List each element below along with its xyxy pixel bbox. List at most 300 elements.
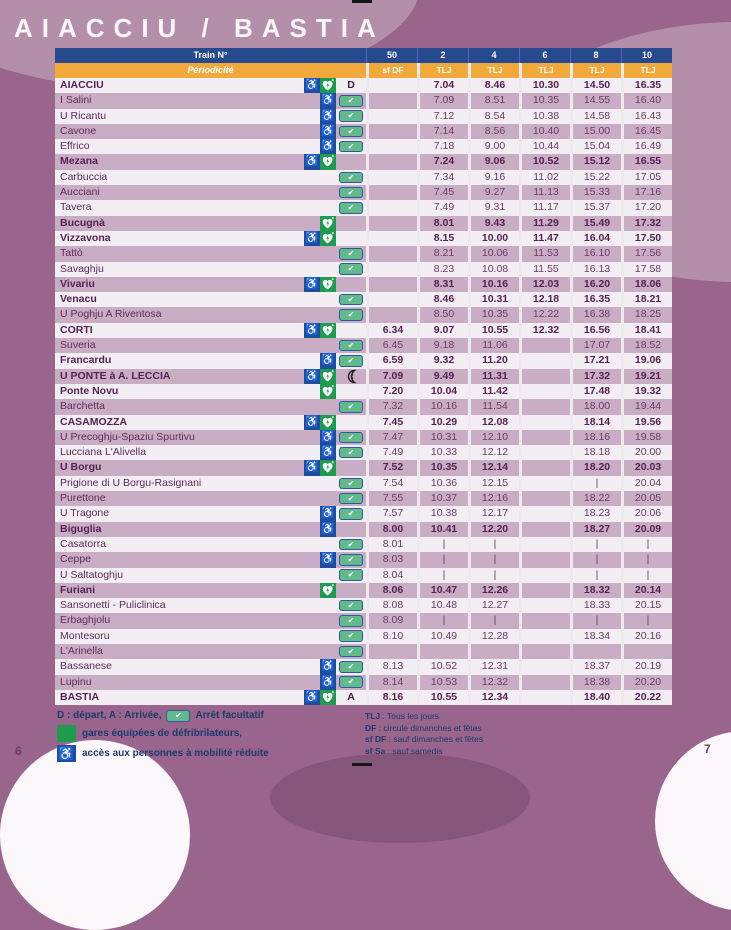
time-cell: 6.34 <box>369 323 417 338</box>
time-cell: 7.55 <box>369 491 417 506</box>
wheelchair-icon: ♿ <box>304 323 320 338</box>
time-cell: 17.07 <box>573 338 621 353</box>
station-row <box>55 78 672 93</box>
station-name: U Tragone <box>60 507 110 520</box>
time-cell: | <box>420 552 468 567</box>
time-cell: 18.41 <box>624 323 672 338</box>
column-periodicity: sf DF <box>369 63 417 78</box>
time-cell: 7.09 <box>420 93 468 108</box>
column-train-number: 4 <box>468 48 519 63</box>
time-cell <box>522 506 570 521</box>
optional-stop-cell <box>336 629 366 644</box>
time-cell: 18.21 <box>624 292 672 307</box>
defibrillator-icon <box>320 78 336 93</box>
time-cell: | <box>573 552 621 567</box>
time-cell: 7.12 <box>420 109 468 124</box>
column-periodicity: TLJ <box>573 63 621 78</box>
optional-stop-cell <box>336 644 366 659</box>
column-periodicity: TLJ <box>420 63 468 78</box>
wheelchair-icon: ♿ <box>304 277 320 292</box>
time-cell: 10.04 <box>420 384 468 399</box>
optional-stop-check-icon: ✔ <box>339 340 363 352</box>
station-row <box>55 476 672 491</box>
time-cell <box>522 369 570 384</box>
time-cell <box>522 445 570 460</box>
marker-cell-empty <box>336 231 366 246</box>
station-row <box>55 675 672 690</box>
time-cell: | <box>573 476 621 491</box>
time-cell: 7.47 <box>369 430 417 445</box>
time-cell: 17.50 <box>624 231 672 246</box>
station-name: Vizzavona <box>60 231 111 244</box>
optional-stop-cell <box>336 200 366 215</box>
time-cell: 16.20 <box>573 277 621 292</box>
station-row <box>55 629 672 644</box>
time-cell: 16.40 <box>624 93 672 108</box>
optional-stop-check-icon: ✔ <box>339 493 363 505</box>
time-cell: 7.45 <box>420 185 468 200</box>
optional-stop-cell <box>336 675 366 690</box>
marker-cell-empty <box>336 154 366 169</box>
time-cell: | <box>420 568 468 583</box>
time-cell <box>369 93 417 108</box>
station-name: U Borgu <box>60 461 102 474</box>
time-cell: 8.15 <box>420 231 468 246</box>
time-cell <box>369 139 417 154</box>
wheelchair-icon: ♿ <box>304 369 320 384</box>
station-name: U Poghju A Riventosa <box>60 308 162 321</box>
time-cell: 16.49 <box>624 139 672 154</box>
time-cell: 11.31 <box>471 369 519 384</box>
time-cell <box>522 690 570 705</box>
time-cell <box>522 583 570 598</box>
defibrillator-icon <box>320 216 336 231</box>
time-cell: 14.55 <box>573 93 621 108</box>
time-cell: 9.31 <box>471 200 519 215</box>
optional-stop-check-icon: ✔ <box>339 615 363 627</box>
time-cell: 9.16 <box>471 170 519 185</box>
time-cell: 20.15 <box>624 598 672 613</box>
time-cell <box>369 124 417 139</box>
time-cell: 9.49 <box>420 369 468 384</box>
legend-left <box>57 710 357 762</box>
time-cell: 11.42 <box>471 384 519 399</box>
time-cell: 12.34 <box>471 690 519 705</box>
time-cell: 11.55 <box>522 262 570 277</box>
time-cell: 18.52 <box>624 338 672 353</box>
wheelchair-icon: ♿ <box>320 93 336 108</box>
time-cell: 10.16 <box>471 277 519 292</box>
time-cell: 14.58 <box>573 109 621 124</box>
time-cell: 12.32 <box>471 675 519 690</box>
periodicity-label: Périodicité <box>55 63 366 78</box>
time-cell: 10.55 <box>471 323 519 338</box>
time-cell: 9.00 <box>471 139 519 154</box>
time-cell: 10.06 <box>471 246 519 261</box>
marker-cell-empty <box>336 522 366 537</box>
station-row <box>55 644 672 659</box>
time-cell: 18.27 <box>573 522 621 537</box>
optional-stop-check-icon: ✔ <box>339 263 363 275</box>
defibrillator-icon <box>320 460 336 475</box>
legend-depart-arrivee: D : départ, A : Arrivée, <box>57 710 162 722</box>
legend-code-line: sf DF : sauf dimanches et fêtes <box>365 734 484 744</box>
time-cell <box>522 568 570 583</box>
time-cell <box>522 415 570 430</box>
defibrillator-icon <box>320 384 336 399</box>
station-row <box>55 109 672 124</box>
station-name: U Precoghju-Spaziu Spurtivu <box>60 430 195 443</box>
wheelchair-icon: ♿ <box>304 415 320 430</box>
marker-cell-empty <box>336 415 366 430</box>
time-cell: 15.37 <box>573 200 621 215</box>
time-cell: 8.09 <box>369 613 417 628</box>
station-name: Biguglia <box>60 522 102 535</box>
time-cell: 9.07 <box>420 323 468 338</box>
time-cell: 7.09 <box>369 369 417 384</box>
time-cell: 7.20 <box>369 384 417 399</box>
station-name: Suveria <box>60 339 96 352</box>
station-row <box>55 491 672 506</box>
time-cell <box>369 154 417 169</box>
time-cell: 10.29 <box>420 415 468 430</box>
time-cell: 7.54 <box>369 476 417 491</box>
station-row <box>55 506 672 521</box>
time-cell <box>369 78 417 93</box>
wheelchair-icon: ♿ <box>304 690 320 705</box>
marker-cell-empty <box>336 216 366 231</box>
wheelchair-icon: ♿ <box>304 231 320 246</box>
station-name: Carbuccia <box>60 170 108 183</box>
station-name: Francardu <box>60 354 112 367</box>
time-cell: 19.58 <box>624 430 672 445</box>
time-cell: 18.38 <box>573 675 621 690</box>
time-cell: 16.35 <box>624 78 672 93</box>
time-cell: 19.06 <box>624 353 672 368</box>
time-cell: 15.22 <box>573 170 621 185</box>
time-cell: 18.22 <box>573 491 621 506</box>
time-cell: 10.00 <box>471 231 519 246</box>
time-cell: 12.20 <box>471 522 519 537</box>
station-row <box>55 170 672 185</box>
legend-code-line: DF : circule dimanches et fêtes <box>365 722 482 733</box>
station-row <box>55 323 672 338</box>
station-row <box>55 338 672 353</box>
time-cell: | <box>624 613 672 628</box>
time-cell: 17.58 <box>624 262 672 277</box>
legend-codes <box>365 711 615 757</box>
defibrillator-icon <box>320 231 336 246</box>
column-periodicity: TLJ <box>471 63 519 78</box>
time-cell: 17.56 <box>624 246 672 261</box>
time-cell: 6.59 <box>369 353 417 368</box>
time-cell: 17.21 <box>573 353 621 368</box>
station-row <box>55 231 672 246</box>
time-cell: 10.52 <box>420 659 468 674</box>
optional-stop-check-icon: ✔ <box>339 508 363 520</box>
station-row <box>55 399 672 414</box>
time-cell <box>369 307 417 322</box>
wheelchair-icon: ♿ <box>58 745 75 761</box>
arrival-marker: A <box>336 690 366 705</box>
legend-defibrillator-text: gares équipées de défribrilateurs, <box>82 727 243 739</box>
time-cell: | <box>624 568 672 583</box>
column-train-number: 10 <box>621 48 672 63</box>
time-cell: | <box>624 537 672 552</box>
time-cell: 10.16 <box>420 399 468 414</box>
time-cell: 10.30 <box>522 78 570 93</box>
time-cell <box>522 598 570 613</box>
time-cell: 7.49 <box>420 200 468 215</box>
optional-stop-cell <box>336 307 366 322</box>
time-cell: 15.04 <box>573 139 621 154</box>
time-cell: 16.43 <box>624 109 672 124</box>
optional-stop-check-icon: ✔ <box>339 630 363 642</box>
time-cell: 7.57 <box>369 506 417 521</box>
station-name: U Ricantu <box>60 109 107 122</box>
time-cell: 8.01 <box>369 537 417 552</box>
defibrillator-icon <box>320 690 336 705</box>
station-row <box>55 552 672 567</box>
optional-stop-cell <box>336 445 366 460</box>
time-cell: | <box>420 613 468 628</box>
time-cell: 7.32 <box>369 399 417 414</box>
time-cell: 12.16 <box>471 491 519 506</box>
station-name: CORTI <box>60 323 93 336</box>
optional-stop-cell <box>336 568 366 583</box>
station-row <box>55 445 672 460</box>
time-cell: 20.09 <box>624 522 672 537</box>
time-cell: 8.31 <box>420 277 468 292</box>
page-title: AIACCIU / BASTIA <box>14 13 385 43</box>
optional-stop-check-icon: ✔ <box>339 432 363 444</box>
time-cell: 10.44 <box>522 139 570 154</box>
station-row <box>55 246 672 261</box>
time-cell: 16.56 <box>573 323 621 338</box>
station-row <box>55 384 672 399</box>
station-row <box>55 139 672 154</box>
station-name: Mezana <box>60 155 98 168</box>
time-cell: 20.16 <box>624 629 672 644</box>
time-cell <box>522 613 570 628</box>
optional-stop-check-icon: ✔ <box>339 95 363 107</box>
marker-cell-empty <box>336 460 366 475</box>
time-cell: 20.04 <box>624 476 672 491</box>
time-cell: 20.00 <box>624 445 672 460</box>
time-cell: 17.05 <box>624 170 672 185</box>
time-cell: 9.43 <box>471 216 519 231</box>
refreshments-icon <box>336 369 366 384</box>
time-cell: 17.16 <box>624 185 672 200</box>
print-mark-bottom <box>352 763 372 766</box>
time-cell: 19.21 <box>624 369 672 384</box>
time-cell: 7.52 <box>369 460 417 475</box>
train-number-label: Train N° <box>193 50 228 60</box>
station-row <box>55 583 672 598</box>
time-cell: 9.18 <box>420 338 468 353</box>
time-cell: | <box>471 537 519 552</box>
station-name: U Saltatoghju <box>60 568 124 581</box>
time-cell <box>369 277 417 292</box>
station-row <box>55 200 672 215</box>
time-cell: 10.55 <box>420 690 468 705</box>
optional-stop-cell <box>336 185 366 200</box>
time-cell: 9.06 <box>471 154 519 169</box>
optional-stop-check-icon: ✔ <box>339 401 363 413</box>
time-cell: 7.45 <box>369 415 417 430</box>
marker-cell-empty <box>336 384 366 399</box>
station-row <box>55 216 672 231</box>
column-train-number: 2 <box>417 48 468 63</box>
optional-stop-check-icon: ✔ <box>166 710 190 722</box>
time-cell: 8.46 <box>420 292 468 307</box>
station-name: Bassanese <box>60 660 112 673</box>
time-cell: 18.18 <box>573 445 621 460</box>
optional-stop-cell <box>336 552 366 567</box>
time-cell: 16.35 <box>573 292 621 307</box>
time-cell: 16.38 <box>573 307 621 322</box>
time-cell: 18.32 <box>573 583 621 598</box>
optional-stop-cell <box>336 124 366 139</box>
time-cell: 10.37 <box>420 491 468 506</box>
column-train-number: 8 <box>570 48 621 63</box>
time-cell <box>369 109 417 124</box>
station-row <box>55 522 672 537</box>
time-cell <box>522 476 570 491</box>
optional-stop-cell <box>336 613 366 628</box>
time-cell: 9.27 <box>471 185 519 200</box>
time-cell: 11.17 <box>522 200 570 215</box>
time-cell: 8.10 <box>369 629 417 644</box>
page-number-right: 7 <box>704 742 711 756</box>
optional-stop-check-icon: ✔ <box>339 309 363 321</box>
time-cell: 8.00 <box>369 522 417 537</box>
station-name: Montesoru <box>60 629 110 642</box>
refreshments-cell <box>336 369 366 384</box>
time-cell: | <box>573 537 621 552</box>
time-cell: 10.35 <box>420 460 468 475</box>
time-cell: 7.24 <box>420 154 468 169</box>
wheelchair-icon: ♿ <box>320 522 336 537</box>
optional-stop-cell <box>336 93 366 108</box>
optional-stop-check-icon: ✔ <box>339 600 363 612</box>
station-name: Cavone <box>60 124 97 137</box>
periodicity-header-row <box>55 63 672 78</box>
optional-stop-cell <box>336 262 366 277</box>
time-cell <box>624 644 672 659</box>
time-cell: 10.41 <box>420 522 468 537</box>
station-name: Venacu <box>60 293 97 306</box>
time-cell: 8.23 <box>420 262 468 277</box>
time-cell <box>420 644 468 659</box>
time-cell: | <box>573 613 621 628</box>
defibrillator-icon <box>320 323 336 338</box>
time-cell: 8.08 <box>369 598 417 613</box>
time-cell: 10.47 <box>420 583 468 598</box>
time-cell: 11.02 <box>522 170 570 185</box>
time-cell: 10.49 <box>420 629 468 644</box>
time-cell: | <box>471 552 519 567</box>
station-name: Tavera <box>60 201 92 214</box>
time-cell <box>522 430 570 445</box>
time-cell: 10.38 <box>420 506 468 521</box>
station-name: Furiani <box>60 583 96 596</box>
optional-stop-cell <box>336 353 366 368</box>
time-cell <box>522 384 570 399</box>
time-cell: 8.46 <box>471 78 519 93</box>
time-cell: 20.22 <box>624 690 672 705</box>
station-row <box>55 613 672 628</box>
station-name: Erbaghjolu <box>60 614 111 627</box>
train-number-header-row <box>55 48 672 63</box>
time-cell <box>522 552 570 567</box>
wheelchair-icon: ♿ <box>320 430 336 445</box>
time-cell: 12.32 <box>522 323 570 338</box>
optional-stop-cell <box>336 598 366 613</box>
time-cell: 12.28 <box>471 629 519 644</box>
time-cell: 11.06 <box>471 338 519 353</box>
station-name: Aucciani <box>60 186 100 199</box>
time-cell: 18.06 <box>624 277 672 292</box>
time-cell <box>522 353 570 368</box>
optional-stop-check-icon: ✔ <box>339 187 363 199</box>
time-cell: 16.04 <box>573 231 621 246</box>
time-cell: 20.19 <box>624 659 672 674</box>
time-cell: 17.20 <box>624 200 672 215</box>
time-cell: 10.35 <box>471 307 519 322</box>
station-name: U PONTE à A. LECCIA <box>60 369 171 382</box>
optional-stop-check-icon: ✔ <box>339 539 363 551</box>
time-cell: 15.33 <box>573 185 621 200</box>
legend-arret-facultatif: Arrêt facultatif <box>195 710 264 722</box>
optional-stop-cell <box>336 476 366 491</box>
time-cell: 10.53 <box>420 675 468 690</box>
time-cell <box>522 629 570 644</box>
optional-stop-cell <box>336 399 366 414</box>
page-corner-left <box>0 740 190 930</box>
wheelchair-icon: ♿ <box>320 659 336 674</box>
station-row <box>55 690 672 705</box>
station-name: Ceppe <box>60 553 91 566</box>
time-cell: 12.10 <box>471 430 519 445</box>
departure-marker: D <box>336 78 366 93</box>
station-row <box>55 124 672 139</box>
defibrillator-icon <box>57 725 76 742</box>
optional-stop-check-icon: ✔ <box>339 676 363 688</box>
station-name: Ponte Novu <box>60 384 119 397</box>
time-cell <box>369 231 417 246</box>
time-cell: 10.31 <box>471 292 519 307</box>
time-cell <box>522 460 570 475</box>
time-cell: 20.14 <box>624 583 672 598</box>
time-cell: 8.51 <box>471 93 519 108</box>
time-cell: 18.16 <box>573 430 621 445</box>
optional-stop-cell <box>336 659 366 674</box>
wheelchair-icon: ♿ <box>304 78 320 93</box>
station-row <box>55 537 672 552</box>
optional-stop-cell <box>336 430 366 445</box>
column-train-number: 6 <box>519 48 570 63</box>
time-cell: 11.20 <box>471 353 519 368</box>
station-row <box>55 598 672 613</box>
legend-code-line: TLJ : Tous les jours <box>365 711 440 721</box>
time-cell: 10.36 <box>420 476 468 491</box>
marker-cell-empty <box>336 583 366 598</box>
optional-stop-check-icon: ✔ <box>339 110 363 122</box>
station-row <box>55 292 672 307</box>
optional-stop-cell <box>336 506 366 521</box>
optional-stop-check-icon: ✔ <box>339 646 363 658</box>
